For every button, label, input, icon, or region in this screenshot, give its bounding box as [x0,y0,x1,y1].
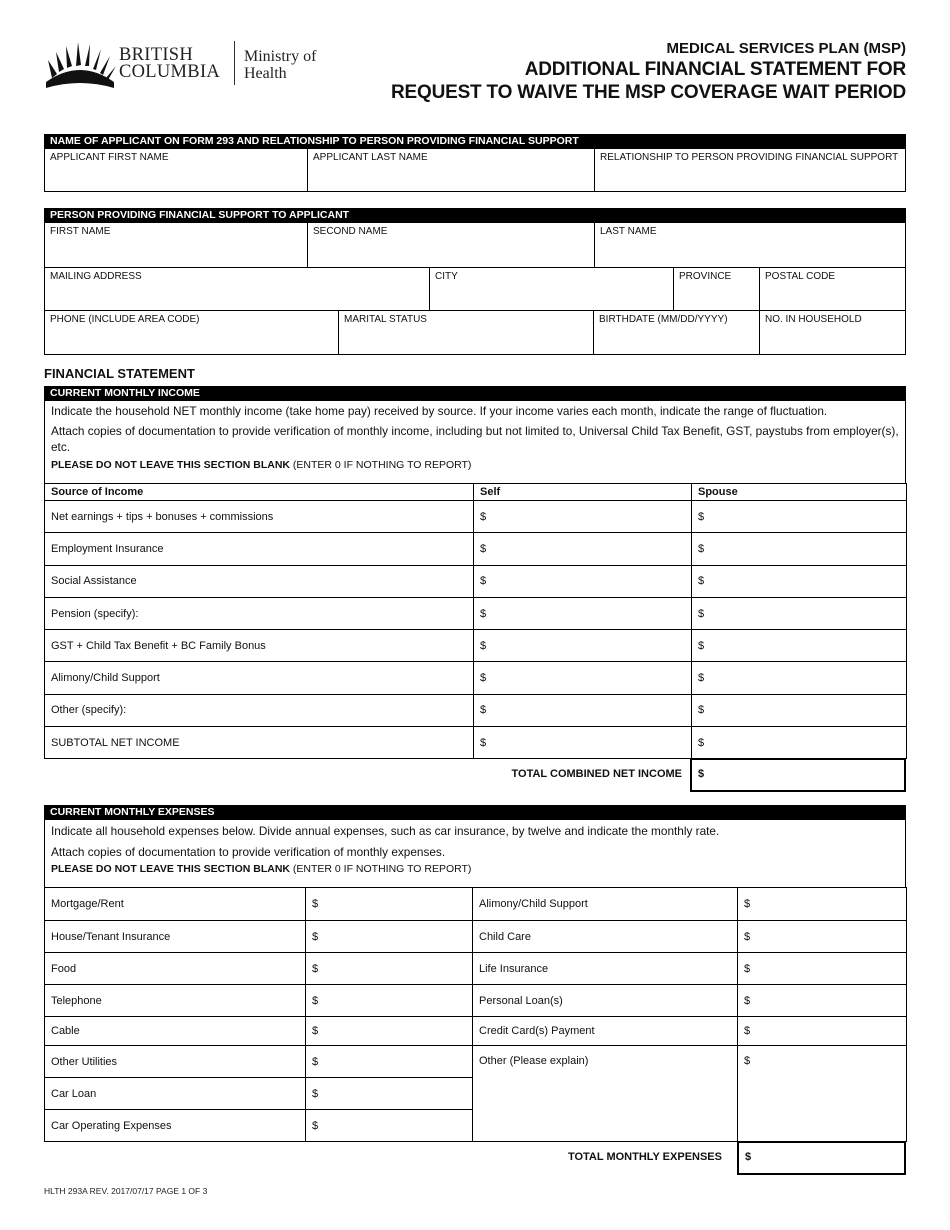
income-row [45,565,907,597]
currency-sign: $ [312,930,319,943]
income-self-field[interactable] [474,630,692,662]
expense-row [45,1017,907,1046]
supporter-first-name-label: FIRST NAME [50,226,111,237]
col-spouse: Spouse [692,484,907,501]
income-self-field[interactable] [474,662,692,694]
logo-province-line1: BRITISH [119,45,194,65]
income-self-field[interactable] [474,694,692,726]
income-instructions [44,401,906,483]
income-row [45,501,907,533]
postal-code-field[interactable] [759,268,906,310]
expense-amount-field[interactable] [738,985,907,1017]
logo-divider [234,41,235,85]
income-row [45,662,907,694]
income-spouse-field[interactable] [692,662,907,694]
applicant-first-name-field[interactable] [45,149,307,191]
total-net-income-field[interactable] [690,759,906,792]
relationship-field[interactable] [594,149,906,191]
form-title-line1: ADDITIONAL FINANCIAL STATEMENT FOR [524,59,906,80]
expense-amount-field[interactable] [306,1046,473,1078]
currency-sign: $ [744,994,751,1007]
marital-status-field[interactable] [338,311,593,354]
currency-sign: $ [744,1025,751,1037]
form-title-block [391,40,906,104]
income-source-label: GST + Child Tax Benefit + BC Family Bonus [45,630,474,662]
expenses-total-row [44,1142,906,1175]
col-self: Self [474,484,692,501]
currency-sign: $ [312,994,319,1007]
income-source-label: Social Assistance [45,565,474,597]
supporter-fields [44,223,906,355]
form-subtitle: MEDICAL SERVICES PLAN (MSP) [666,40,906,57]
expenses-heading: CURRENT MONTHLY EXPENSES [44,805,906,820]
currency-sign: $ [480,704,487,717]
income-self-field[interactable] [474,533,692,565]
marital-status-label: MARITAL STATUS [344,314,427,325]
income-warning [45,459,905,471]
currency-sign: $ [698,736,705,749]
income-spouse-field[interactable] [692,694,907,726]
form-footer: HLTH 293A REV. 2017/07/17 PAGE 1 OF 3 [44,1186,208,1196]
expenses-instructions [44,820,906,887]
total-net-income-label: TOTAL COMBINED NET INCOME [511,768,682,781]
income-row [45,694,907,726]
income-self-field[interactable] [474,597,692,629]
expense-label: Child Care [473,921,738,953]
expense-label: Credit Card(s) Payment [473,1017,738,1046]
expense-amount-field[interactable] [306,1078,473,1110]
postal-code-label: POSTAL CODE [765,271,836,282]
expense-amount-field[interactable] [738,1017,907,1046]
currency-sign: $ [744,898,751,910]
expense-amount-field[interactable] [306,953,473,985]
currency-sign: $ [480,672,487,685]
birthdate-label: BIRTHDATE (MM/DD/YYYY) [599,314,728,325]
province-field[interactable] [673,268,759,310]
logo-province-line2: COLUMBIA [119,62,221,82]
currency-sign: $ [698,639,705,652]
mailing-address-label: MAILING ADDRESS [50,271,142,282]
income-source-label: Pension (specify): [45,597,474,629]
phone-field[interactable] [45,311,338,354]
expense-amount-field[interactable] [738,888,907,921]
income-source-label: Other (specify): [45,694,474,726]
income-section [44,386,906,792]
currency-sign: $ [480,575,487,588]
currency-sign: $ [312,898,319,910]
expenses-section [44,805,906,1175]
currency-sign: $ [698,607,705,620]
birthdate-field[interactable] [593,311,759,354]
expenses-warning [45,863,905,875]
household-field[interactable] [759,311,906,354]
total-expenses-field[interactable] [737,1142,906,1175]
total-expenses-label: TOTAL MONTHLY EXPENSES [567,1151,722,1163]
applicant-last-name-field[interactable] [307,149,594,191]
currency-sign: $ [744,1055,751,1067]
income-row [45,597,907,629]
expense-row [45,921,907,953]
currency-sign: $ [480,542,487,555]
expense-label: Alimony/Child Support [473,888,738,921]
expense-row [45,888,907,921]
currency-sign: $ [312,962,319,975]
expense-row [45,953,907,985]
income-spouse-field[interactable] [692,565,907,597]
applicant-section [44,134,906,192]
currency-sign: $ [698,672,705,685]
currency-sign: $ [745,1151,752,1163]
expense-row [45,1046,907,1078]
income-row [45,727,907,759]
city-label: CITY [435,271,458,282]
logo-ministry [244,48,316,82]
supporter-heading: PERSON PROVIDING FINANCIAL SUPPORT TO APPLICANT [44,208,906,223]
supporter-first-name-field[interactable] [45,223,307,267]
expense-label: Car Operating Expenses [45,1110,306,1142]
expense-label: Cable [45,1017,306,1046]
expense-label: Other (Please explain) [473,1046,738,1142]
income-self-field[interactable] [474,501,692,533]
mailing-address-field[interactable] [45,268,429,310]
relationship-label: RELATIONSHIP TO PERSON PROVIDING FINANCIAL SUPPORT [600,152,899,163]
expense-amount-field[interactable] [306,888,473,921]
expense-label: Telephone [45,985,306,1017]
currency-sign: $ [744,930,751,943]
supporter-second-name-field[interactable] [307,223,594,267]
expense-amount-field[interactable] [738,921,907,953]
applicant-first-name-label: APPLICANT FIRST NAME [50,152,169,163]
expense-amount-field[interactable] [306,985,473,1017]
bc-sun-icon [44,38,116,90]
income-spouse-field[interactable] [692,533,907,565]
currency-sign: $ [698,510,705,523]
income-spouse-field[interactable] [692,501,907,533]
currency-sign: $ [312,1055,319,1068]
income-self-field[interactable] [474,565,692,597]
applicant-last-name-label: APPLICANT LAST NAME [313,152,428,163]
logo-ministry-line2: Health [244,65,287,82]
income-spouse-field[interactable] [692,727,907,759]
form-title-line2: REQUEST TO WAIVE THE MSP COVERAGE WAIT PERIOD [391,82,906,103]
income-source-label: Alimony/Child Support [45,662,474,694]
expense-label: Car Loan [45,1078,306,1110]
income-heading: CURRENT MONTHLY INCOME [44,386,906,401]
expenses-table [44,887,907,1142]
currency-sign: $ [744,962,751,975]
currency-sign: $ [312,1087,319,1100]
expenses-warning-note: (ENTER 0 IF NOTHING TO REPORT) [290,863,472,875]
income-self-field[interactable] [474,727,692,759]
expense-label: Mortgage/Rent [45,888,306,921]
currency-sign: $ [698,704,705,717]
income-total-row [44,759,906,792]
city-field[interactable] [429,268,673,310]
income-desc-2: Attach copies of documentation to provide verification of monthly income, including but not limited to, Universal Child Tax Benefit, GST, paystubs from employer(s), etc. [51,423,899,454]
income-source-label: Employment Insurance [45,533,474,565]
other-expense-amount-field[interactable] [738,1046,907,1142]
applicant-heading: NAME OF APPLICANT ON FORM 293 AND RELATIONSHIP TO PERSON PROVIDING FINANCIAL SUPPORT [44,134,906,149]
expense-amount-field[interactable] [306,1110,473,1142]
currency-sign: $ [312,1025,319,1037]
income-warning-bold: PLEASE DO NOT LEAVE THIS SECTION BLANK [51,458,290,471]
income-table [44,483,907,759]
income-spouse-field[interactable] [692,597,907,629]
currency-sign: $ [698,768,705,781]
col-source-of-income: Source of Income [45,484,474,501]
expense-amount-field[interactable] [738,953,907,985]
expense-amount-field[interactable] [306,921,473,953]
province-label: PROVINCE [679,271,732,282]
income-row [45,533,907,565]
currency-sign: $ [312,1119,319,1132]
income-source-label: SUBTOTAL NET INCOME [45,727,474,759]
income-warning-note: (ENTER 0 IF NOTHING TO REPORT) [290,458,472,471]
expenses-desc-1: Indicate all household expenses below. Divide annual expenses, such as car insurance, by twelve and indicate the monthly rate. [51,824,720,838]
expense-amount-field[interactable] [306,1017,473,1046]
currency-sign: $ [480,639,487,652]
logo-province [119,47,220,81]
supporter-section [44,208,906,355]
supporter-last-name-label: LAST NAME [600,226,657,237]
supporter-second-name-label: SECOND NAME [313,226,388,237]
financial-statement-title: FINANCIAL STATEMENT [44,366,195,381]
income-desc-1: Indicate the household NET monthly income (take home pay) received by source. If your income varies each month, indicate the range of fluctuation. [51,404,828,418]
expense-label: Food [45,953,306,985]
currency-sign: $ [480,510,487,523]
expense-label: Life Insurance [473,953,738,985]
expenses-desc-2: Attach copies of documentation to provide verification of monthly expenses. [51,844,446,859]
currency-sign: $ [698,542,705,555]
income-source-label: Net earnings + tips + bonuses + commissions [45,501,474,533]
expense-row [45,985,907,1017]
income-spouse-field[interactable] [692,630,907,662]
currency-sign: $ [480,736,487,749]
income-row [45,630,907,662]
currency-sign: $ [698,575,705,588]
expenses-description [45,820,905,860]
expense-label: Personal Loan(s) [473,985,738,1017]
supporter-last-name-field[interactable] [594,223,906,267]
expense-label: Other Utilities [45,1046,306,1078]
bc-logo [44,38,334,94]
logo-ministry-line1: Ministry of [244,48,317,65]
household-label: NO. IN HOUSEHOLD [765,314,862,325]
income-description [45,401,905,456]
expenses-warning-bold: PLEASE DO NOT LEAVE THIS SECTION BLANK [51,863,290,875]
currency-sign: $ [480,607,487,620]
expense-label: House/Tenant Insurance [45,921,306,953]
phone-label: PHONE (INCLUDE AREA CODE) [50,314,200,325]
applicant-fields [44,149,906,192]
